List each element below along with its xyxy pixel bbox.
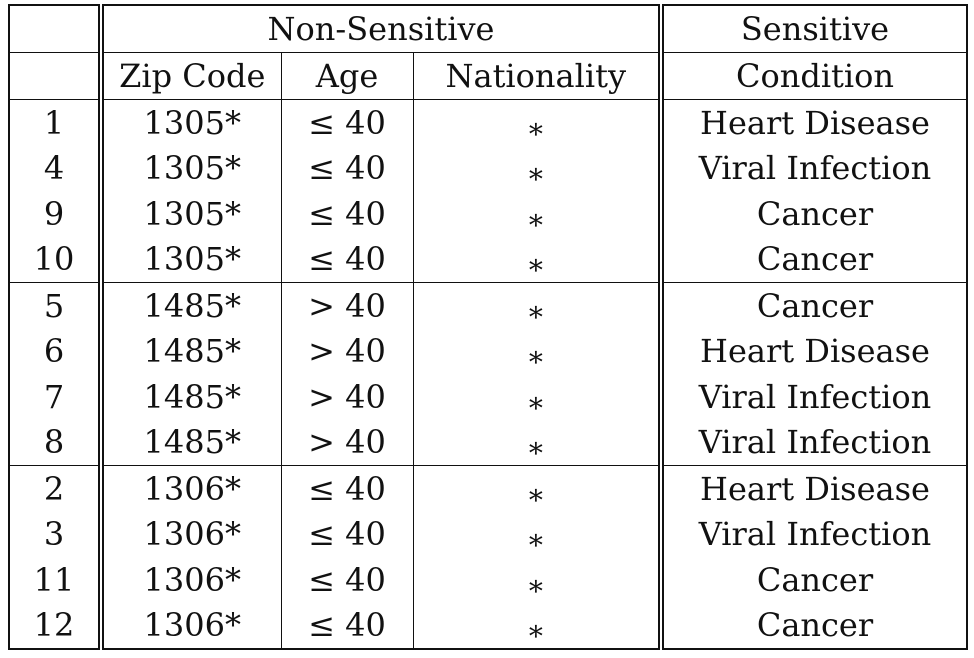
non-sensitive-group-header: Non-Sensitive <box>101 5 661 53</box>
condition-cell: Viral Infection <box>661 420 967 466</box>
zip-code-cell: 1485* <box>101 374 281 420</box>
suppressed-star: ∗ <box>526 477 546 511</box>
nationality-cell <box>413 557 661 603</box>
header-empty-cell <box>9 5 101 53</box>
suppressed-star: ∗ <box>526 614 546 648</box>
suppressed-star: ∗ <box>526 248 546 282</box>
condition-cell: Cancer <box>661 237 967 283</box>
table-row <box>9 100 967 146</box>
header-group-row <box>9 5 967 53</box>
nationality-cell <box>413 191 661 237</box>
nationality-cell <box>413 237 661 283</box>
row-id: 10 <box>33 240 75 279</box>
row-id: 2 <box>9 466 101 512</box>
row-id: 8 <box>43 423 65 462</box>
nationality-cell <box>413 100 661 146</box>
zip-code-cell: 1305* <box>101 146 281 192</box>
zip-code-header: Zip Code <box>101 53 281 100</box>
age-cell: ≤ 40 <box>281 146 413 192</box>
suppressed-star: ∗ <box>526 385 546 419</box>
zip-code-cell: 1306* <box>101 512 281 558</box>
zip-code-cell: 1306* <box>101 557 281 603</box>
nationality-cell <box>413 603 661 650</box>
zip-code-cell: 1305* <box>101 100 281 146</box>
suppressed-star: ∗ <box>526 340 546 374</box>
condition-cell: Heart Disease <box>661 329 967 375</box>
table-row <box>9 466 967 512</box>
anonymized-table <box>8 4 968 650</box>
age-cell: ≤ 40 <box>281 512 413 558</box>
zip-code-cell: 1306* <box>101 466 281 512</box>
row-id: 7 <box>43 377 65 416</box>
table-row <box>9 603 967 650</box>
table-row <box>9 191 967 237</box>
row-id: 9 <box>43 194 65 233</box>
row-id: 1 <box>9 100 101 146</box>
age-cell: ≤ 40 <box>281 466 413 512</box>
age-cell: > 40 <box>281 420 413 466</box>
condition-cell: Viral Infection <box>661 512 967 558</box>
age-cell: ≤ 40 <box>281 237 413 283</box>
suppressed-star: ∗ <box>526 294 546 328</box>
table-row <box>9 146 967 192</box>
table-row <box>9 557 967 603</box>
row-id: 3 <box>43 515 65 554</box>
zip-code-cell: 1485* <box>101 283 281 329</box>
condition-cell: Cancer <box>661 283 967 329</box>
suppressed-star: ∗ <box>526 523 546 557</box>
nationality-cell <box>413 146 661 192</box>
row-id: 6 <box>43 332 65 371</box>
zip-code-cell: 1485* <box>101 329 281 375</box>
row-id: 4 <box>43 149 65 188</box>
nationality-cell <box>413 466 661 512</box>
nationality-cell <box>413 420 661 466</box>
nationality-header: Nationality <box>413 53 661 100</box>
condition-cell: Heart Disease <box>661 100 967 146</box>
condition-cell: Viral Infection <box>661 374 967 420</box>
nationality-cell <box>413 374 661 420</box>
table-row <box>9 329 967 375</box>
suppressed-star: ∗ <box>526 111 546 145</box>
suppressed-star: ∗ <box>526 157 546 191</box>
suppressed-star: ∗ <box>526 431 546 465</box>
table-row <box>9 512 967 558</box>
condition-cell: Viral Infection <box>661 146 967 192</box>
zip-code-cell: 1306* <box>101 603 281 650</box>
nationality-cell <box>413 283 661 329</box>
suppressed-star: ∗ <box>526 202 546 236</box>
table-row <box>9 237 967 283</box>
condition-cell: Cancer <box>661 557 967 603</box>
condition-cell: Cancer <box>661 191 967 237</box>
header-empty-cell <box>9 53 101 100</box>
table-row <box>9 283 967 329</box>
nationality-cell <box>413 329 661 375</box>
row-id: 5 <box>9 283 101 329</box>
zip-code-cell: 1485* <box>101 420 281 466</box>
age-cell: ≤ 40 <box>281 191 413 237</box>
age-cell: ≤ 40 <box>281 100 413 146</box>
row-id: 11 <box>33 560 75 599</box>
age-cell: ≤ 40 <box>281 557 413 603</box>
age-cell: > 40 <box>281 283 413 329</box>
row-id: 12 <box>33 606 75 645</box>
zip-code-cell: 1305* <box>101 191 281 237</box>
table-row <box>9 374 967 420</box>
table-row <box>9 420 967 466</box>
age-cell: ≤ 40 <box>281 603 413 650</box>
nationality-cell <box>413 512 661 558</box>
zip-code-cell: 1305* <box>101 237 281 283</box>
age-cell: > 40 <box>281 329 413 375</box>
sensitive-group-header: Sensitive <box>661 5 967 53</box>
age-header: Age <box>281 53 413 100</box>
condition-cell: Heart Disease <box>661 466 967 512</box>
condition-header: Condition <box>661 53 967 100</box>
condition-cell: Cancer <box>661 603 967 650</box>
header-column-row <box>9 53 967 100</box>
age-cell: > 40 <box>281 374 413 420</box>
suppressed-star: ∗ <box>526 568 546 602</box>
